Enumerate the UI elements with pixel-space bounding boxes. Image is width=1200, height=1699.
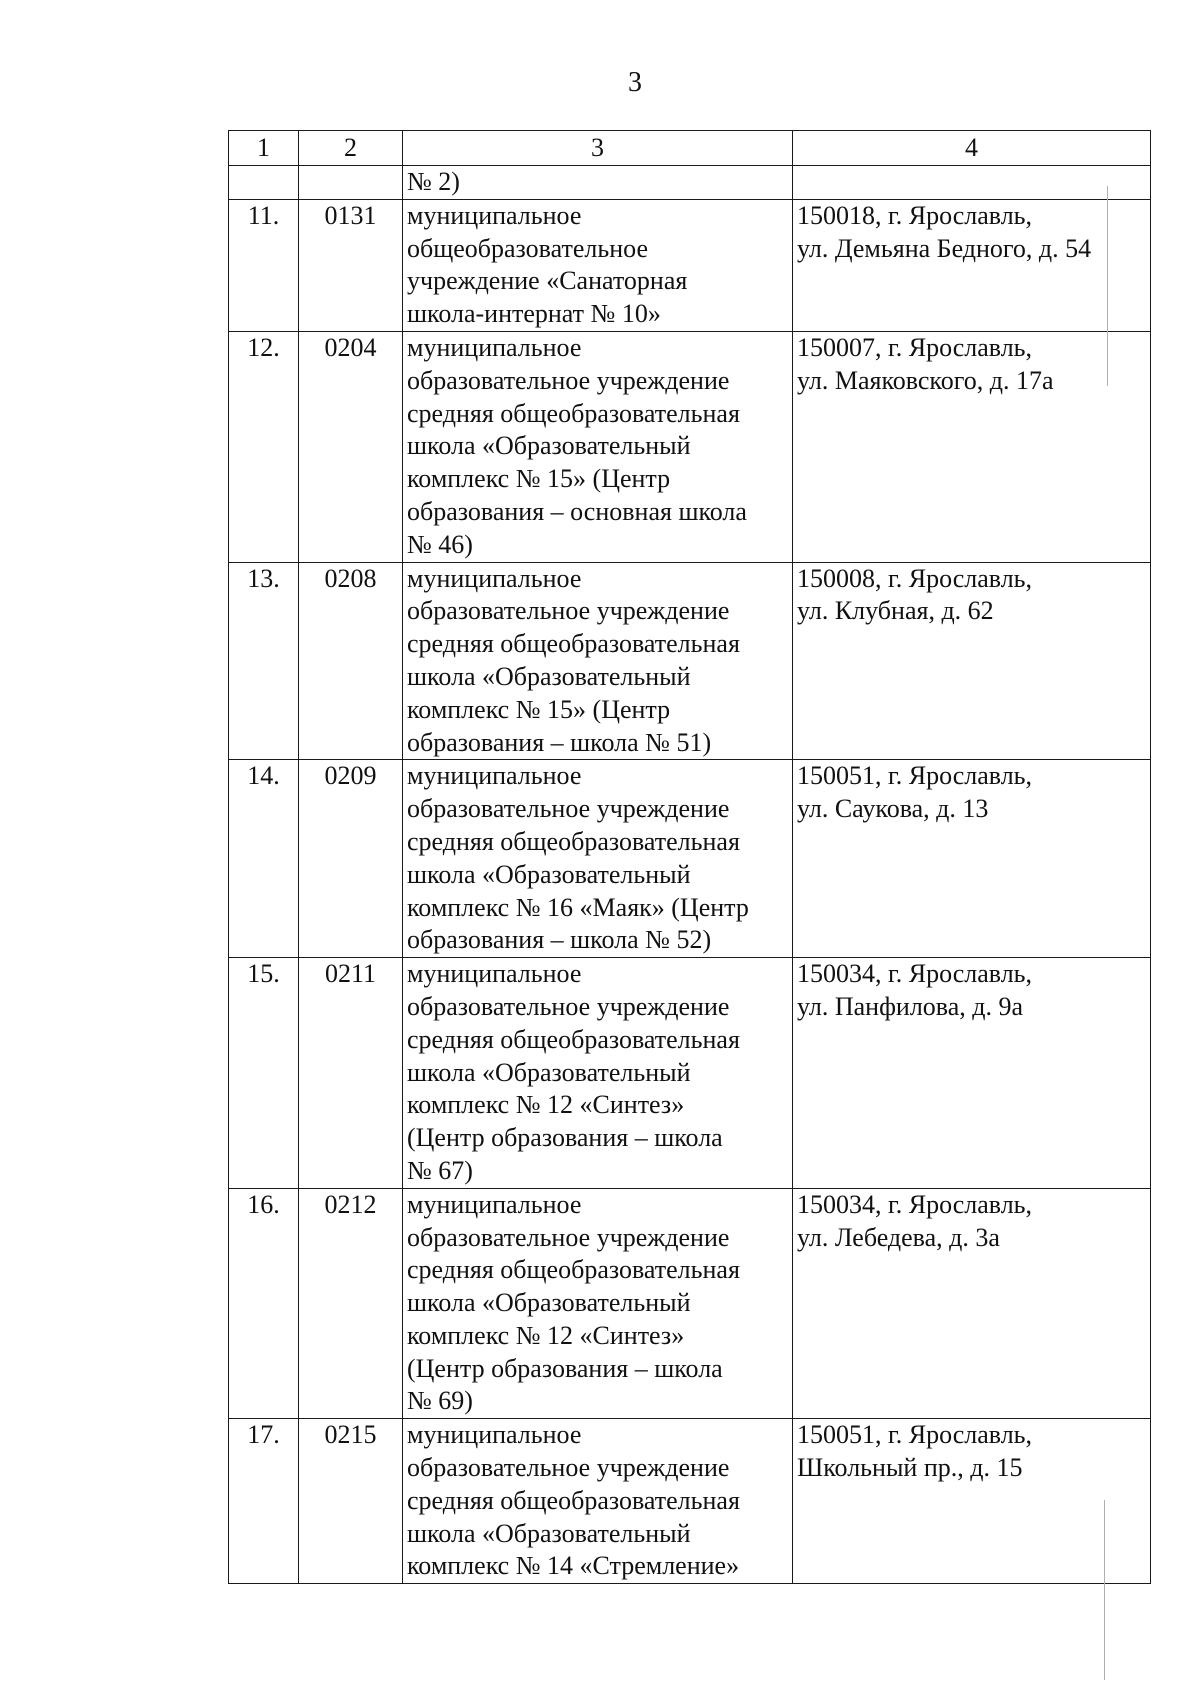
institution-address-cell (793, 166, 1151, 200)
row-number-cell: 14. (229, 760, 299, 958)
scan-artifact-line (1107, 186, 1108, 386)
institution-name-line: № 69) (407, 1386, 473, 1416)
institution-name-line: образовательное учреждение (407, 1453, 730, 1483)
institution-code-cell: 0131 (299, 199, 403, 331)
institution-address-line: ул. Маяковского, д. 17а (797, 365, 1054, 395)
institution-address-line: ул. Демьяна Бедного, д. 54 (797, 233, 1092, 263)
institution-name-line: общеобразовательное (407, 233, 648, 263)
row-number-cell: 16. (229, 1188, 299, 1419)
institution-name-line: муниципальное (407, 563, 582, 593)
institution-name-line: образовательное учреждение (407, 794, 730, 824)
scan-artifact-line (1104, 1500, 1105, 1680)
institution-name-line: средняя общеобразовательная (407, 1024, 740, 1054)
table-row (229, 760, 1151, 958)
institution-name-line: образования – школа № 51) (407, 727, 712, 757)
institution-address-cell (793, 1419, 1151, 1584)
institution-address-line: 150051, г. Ярославль, (797, 761, 1033, 791)
institution-name-line: № 2) (407, 167, 460, 196)
institution-name-line: (Центр образования – школа (407, 1123, 723, 1153)
header-cell-3: 3 (403, 131, 793, 166)
table-row-continuation (229, 166, 1151, 200)
institution-address-cell (793, 199, 1151, 331)
institution-name-line: муниципальное (407, 200, 582, 230)
institution-code-cell (299, 166, 403, 200)
institution-address-line: 150034, г. Ярославль, (797, 959, 1033, 989)
row-number-cell: 13. (229, 562, 299, 760)
institution-address-line: 150008, г. Ярославль, (797, 563, 1033, 593)
institution-code-cell: 0208 (299, 562, 403, 760)
institution-address-line: Школьный пр., д. 15 (797, 1453, 1023, 1483)
institution-address-cell (793, 760, 1151, 958)
header-cell-4: 4 (793, 131, 1151, 166)
institution-name-line: школа «Образовательный (407, 1518, 691, 1548)
table-row (229, 1188, 1151, 1419)
institution-name-line: комплекс № 12 «Синтез» (407, 1320, 685, 1350)
institution-address-line: ул. Клубная, д. 62 (797, 596, 994, 626)
header-cell-1: 1 (229, 131, 299, 166)
institution-name-line: учреждение «Санаторная (407, 266, 688, 296)
row-number-cell: 12. (229, 331, 299, 562)
institution-name-line: образовательное учреждение (407, 991, 730, 1021)
institution-name-line: № 46) (407, 529, 473, 559)
institution-name-line: образовательное учреждение (407, 365, 730, 395)
institution-name-cell (403, 760, 793, 958)
institution-code-cell: 0204 (299, 331, 403, 562)
institution-name-line: средняя общеобразовательная (407, 826, 740, 856)
institution-name-line: образования – основная школа (407, 496, 747, 526)
institution-name-line: школа-интернат № 10» (407, 299, 661, 329)
institution-name-line: образования – школа № 52) (407, 925, 712, 955)
institution-name-line: муниципальное (407, 332, 582, 362)
table-row (229, 199, 1151, 331)
row-number-cell: 15. (229, 958, 299, 1189)
institution-name-line: комплекс № 16 «Маяк» (Центр (407, 892, 749, 922)
table-row (229, 562, 1151, 760)
institution-name-cell (403, 199, 793, 331)
institution-name-line: школа «Образовательный (407, 1288, 691, 1318)
row-number-cell (229, 166, 299, 200)
institution-code-cell: 0211 (299, 958, 403, 1189)
institution-name-line: муниципальное (407, 1189, 582, 1219)
institutions-table (228, 130, 1151, 1584)
institution-name-line: муниципальное (407, 761, 582, 791)
institution-address-line: 150034, г. Ярославль, (797, 1189, 1033, 1219)
table-row (229, 1419, 1151, 1584)
institution-code-cell: 0212 (299, 1188, 403, 1419)
institution-name-cell (403, 331, 793, 562)
institution-name-line: школа «Образовательный (407, 431, 691, 461)
institution-name-line: школа «Образовательный (407, 859, 691, 889)
institution-address-line: ул. Панфилова, д. 9а (797, 991, 1024, 1021)
institution-name-line: школа «Образовательный (407, 1057, 691, 1087)
institution-address-cell (793, 331, 1151, 562)
institution-name-cell (403, 958, 793, 1189)
institution-address-cell (793, 958, 1151, 1189)
institution-address-cell (793, 562, 1151, 760)
institution-name-cell (403, 166, 793, 200)
institution-name-line: комплекс № 15» (Центр (407, 464, 671, 494)
institution-name-cell (403, 1419, 793, 1584)
institution-address-line: 150007, г. Ярославль, (797, 332, 1033, 362)
institution-name-line: школа «Образовательный (407, 661, 691, 691)
institution-code-cell: 0215 (299, 1419, 403, 1584)
institution-name-line: комплекс № 15» (Центр (407, 694, 671, 724)
header-cell-2: 2 (299, 131, 403, 166)
institution-address-cell (793, 1188, 1151, 1419)
institution-address-line: 150051, г. Ярославль, (797, 1420, 1033, 1450)
institution-name-line: образовательное учреждение (407, 596, 730, 626)
institution-address-line: ул. Лебедева, д. 3а (797, 1222, 1000, 1252)
institution-name-line: комплекс № 14 «Стремление» (407, 1551, 740, 1581)
institution-name-line: муниципальное (407, 1420, 582, 1450)
row-number-cell: 17. (229, 1419, 299, 1584)
institution-address-line: ул. Саукова, д. 13 (797, 794, 989, 824)
institution-name-line: средняя общеобразовательная (407, 398, 740, 428)
institution-name-line: образовательное учреждение (407, 1222, 730, 1252)
table-row (229, 331, 1151, 562)
page-number: 3 (628, 67, 642, 98)
row-number-cell: 11. (229, 199, 299, 331)
institution-name-line: № 67) (407, 1155, 473, 1185)
institution-name-line: муниципальное (407, 959, 582, 989)
institution-name-line: комплекс № 12 «Синтез» (407, 1090, 685, 1120)
institution-name-line: (Центр образования – школа (407, 1353, 723, 1383)
institution-name-cell (403, 562, 793, 760)
institution-code-cell: 0209 (299, 760, 403, 958)
table-header-row (229, 131, 1151, 166)
institution-address-line: 150018, г. Ярославль, (797, 200, 1033, 230)
institution-name-line: средняя общеобразовательная (407, 629, 740, 659)
table-row (229, 958, 1151, 1189)
institution-name-line: средняя общеобразовательная (407, 1255, 740, 1285)
institution-name-line: средняя общеобразовательная (407, 1485, 740, 1515)
institution-name-cell (403, 1188, 793, 1419)
